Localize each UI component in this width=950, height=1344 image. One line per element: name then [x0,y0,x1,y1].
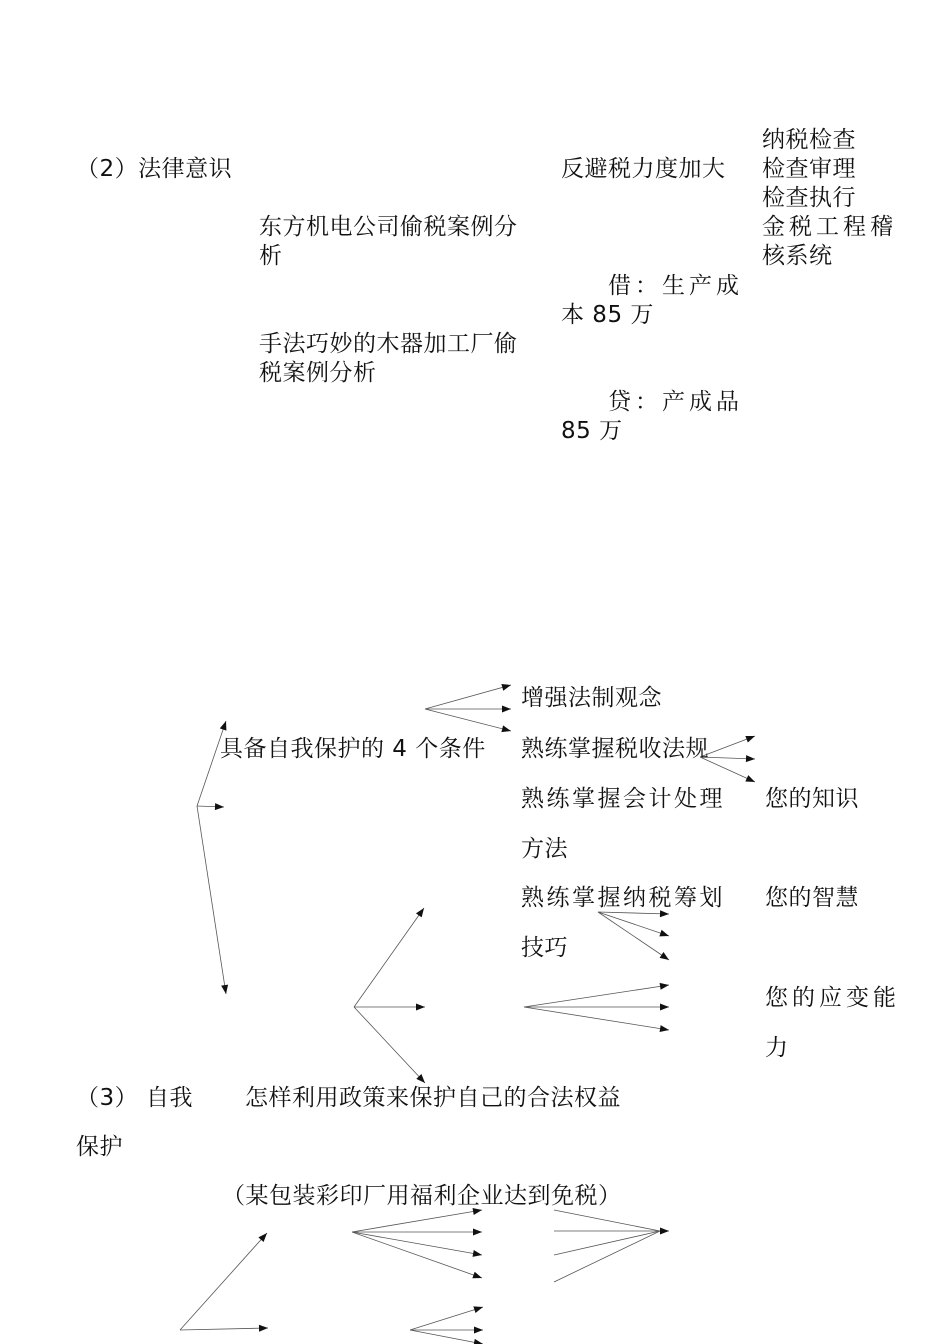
connector-line [180,1233,267,1330]
connector-line [354,1007,425,1083]
ability-adaptability: 您的应变能 [765,985,900,1011]
inspection-item: 纳税检查 [762,127,856,153]
connector-line [524,985,669,1007]
ability-wisdom: 您的智慧 [765,885,859,911]
section2-heading: （2）法律意识 [76,156,233,182]
connector-line [352,1210,482,1232]
connector-line [180,1328,268,1330]
condition-tax-planning: 熟练掌握纳税筹划 [521,885,725,911]
ability-adaptability-cont: 力 [765,1035,789,1061]
case-woodwork-cont: 税案例分析 [259,360,377,386]
arrowhead [659,930,669,937]
anti-avoidance-title: 反避税力度加大 [561,156,726,182]
arrowhead [660,1004,669,1011]
arrowhead [473,1250,482,1257]
arrowhead [746,755,755,762]
arrowhead [745,775,755,782]
inspection-review-item: 检查审理 [762,156,856,182]
arrowhead [473,1306,483,1313]
arrowhead [416,1004,425,1011]
condition-accounting: 熟练掌握会计处理 [521,786,725,812]
connector-line [598,912,669,960]
arrowhead [660,1025,669,1032]
section3-heading-cont: 保护 [76,1134,123,1160]
arrowhead [474,1339,483,1344]
section3-question: 怎样利用政策来保护自己的合法权益 [245,1085,621,1111]
golden-tax-item: 金税工程稽 [762,214,897,240]
arrowhead [221,985,228,994]
arrowhead [660,952,669,960]
connector-line [352,1232,482,1255]
connector-line [197,806,226,994]
inspection-execution-item: 检查执行 [762,185,856,211]
arrowhead [501,684,511,691]
arrowhead [501,725,511,732]
arrowhead [474,1327,483,1334]
arrowhead [502,706,511,713]
golden-tax-item-cont: 核系统 [762,243,833,269]
arrowhead [473,1229,482,1236]
arrowhead [416,908,424,917]
condition-tax-law: 熟练掌握税收法规 [521,736,709,762]
connector-line [554,1231,660,1282]
connector-line [410,1307,483,1330]
connector-line [598,912,669,936]
debit-entry-cont: 本 85 万 [561,302,654,328]
arrowhead [660,1228,669,1235]
credit-entry-cont: 85 万 [561,418,623,444]
arrowhead [472,1272,482,1279]
connector-line [554,1231,660,1255]
condition-tax-planning-cont: 技巧 [521,935,568,961]
arrowhead [220,721,227,731]
connector-line [524,1007,669,1030]
connector-line [554,1210,660,1231]
connector-line [425,685,511,709]
case-dongfang-cont: 析 [259,243,283,269]
debit-entry: 借：生产成 [608,273,743,299]
arrowhead [745,736,755,743]
section3-example: （某包装彩印厂用福利企业达到免税） [222,1183,622,1209]
condition-legal-awareness: 增强法制观念 [521,685,662,711]
condition-accounting-cont: 方法 [521,836,568,862]
connector-line [425,709,511,731]
ability-knowledge: 您的知识 [765,786,859,812]
connector-line [354,908,424,1007]
protection-title: 具备自我保护的 4 个条件 [220,736,486,762]
arrowhead [259,1325,268,1332]
credit-entry: 贷：产成品 [608,389,743,415]
connector-line [410,1330,483,1344]
section3-heading: （3） 自我 [76,1085,193,1111]
connector-line [352,1232,482,1278]
arrowhead [215,803,224,810]
case-dongfang: 东方机电公司偷税案例分 [259,214,518,240]
arrowhead [660,983,669,990]
case-woodwork: 手法巧妙的木器加工厂偷 [259,331,518,357]
